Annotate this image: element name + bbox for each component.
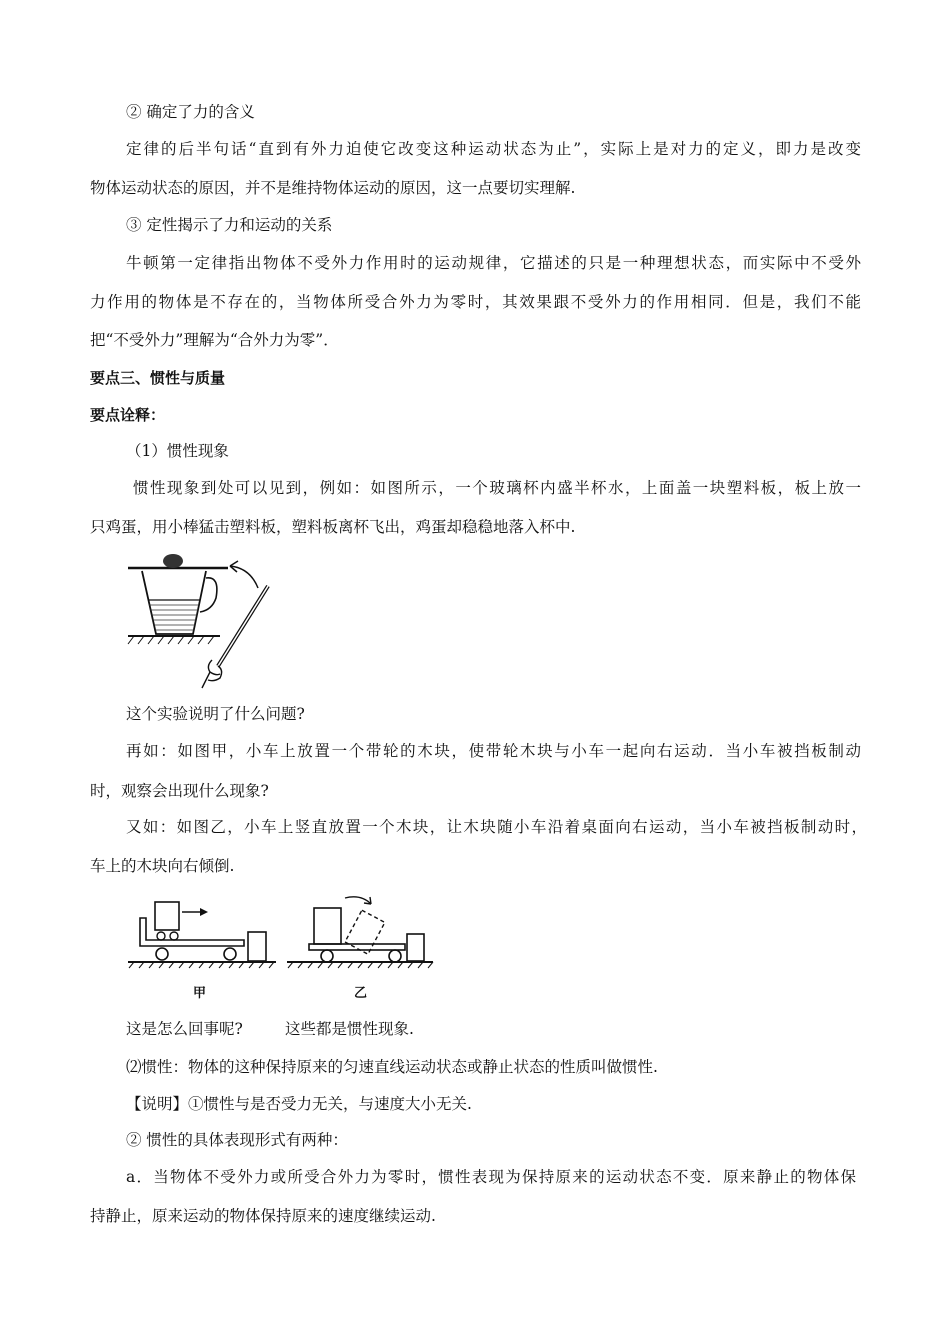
paragraph-line: 惯性现象到处可以见到，例如：如图所示，一个玻璃杯内盛半杯水，上面盖一块塑料板，板上放一 xyxy=(133,479,861,497)
paragraph-line: ⑵惯性：物体的这种保持原来的匀速直线运动状态或静止状态的性质叫做惯性. xyxy=(126,1058,658,1076)
cart-b-figure xyxy=(287,890,437,973)
paragraph-line: 这是怎么回事呢? xyxy=(126,1020,243,1038)
paragraph-line: 再如：如图甲，小车上放置一个带轮的木块，使带轮木块与小车一起向右运动．当小车被挡板制动 xyxy=(126,742,861,760)
paragraph-line: 这个实验说明了什么问题? xyxy=(126,705,305,723)
paragraph-line: 只鸡蛋，用小棒猛击塑料板，塑料板离杯飞出，鸡蛋却稳稳地落入杯中. xyxy=(90,518,576,536)
paragraph-line: 【说明】①惯性与是否受力无关，与速度大小无关. xyxy=(126,1095,472,1113)
paragraph-line: a．当物体不受外力或所受合外力为零时，惯性表现为保持原来的运动状态不变．原来静止的物体保 xyxy=(126,1168,856,1186)
paragraph-line: 又如：如图乙，小车上竖直放置一个木块，让木块随小车沿着桌面向右运动，当小车被挡板制动时， xyxy=(126,818,867,836)
cup-experiment-figure xyxy=(120,548,280,698)
item-1-heading: （1）惯性现象 xyxy=(126,442,229,460)
paragraph-line: 把“不受外力”理解为“合外力为零”． xyxy=(90,331,339,349)
subsection-heading: 要点诠释： xyxy=(90,406,166,424)
cart-a-figure xyxy=(128,898,276,973)
section-heading: 要点三、惯性与质量 xyxy=(90,369,226,387)
paragraph-line: 定律的后半句话“直到有外力迫使它改变这种运动状态为止”，实际上是对力的定义，即力是改变 xyxy=(126,140,861,158)
paragraph-line: 持静止，原来运动的物体保持原来的速度继续运动. xyxy=(90,1207,436,1225)
paragraph-line: 这些都是惯性现象. xyxy=(285,1020,414,1038)
item-2-heading: ② 确定了力的含义 xyxy=(126,103,255,121)
paragraph-line: 力作用的物体是不存在的，当物体所受合外力为零时，其效果跟不受外力的作用相同．但是，我们不能 xyxy=(90,293,861,311)
paragraph-line: 牛顿第一定律指出物体不受外力作用时的运动规律，它描述的只是一种理想状态，而实际中不受外 xyxy=(126,254,861,272)
figure-caption-jia: 甲 xyxy=(193,986,207,1001)
figure-caption-yi: 乙 xyxy=(354,986,368,1001)
paragraph-line: 物体运动状态的原因，并不是维持物体运动的原因，这一点要切实理解. xyxy=(90,179,576,197)
paragraph-line: 车上的木块向右倾倒. xyxy=(90,857,235,875)
paragraph-line: ② 惯性的具体表现形式有两种： xyxy=(126,1131,348,1149)
paragraph-line: 时，观察会出现什么现象? xyxy=(90,782,269,800)
item-3-heading: ③ 定性揭示了力和运动的关系 xyxy=(126,216,333,234)
